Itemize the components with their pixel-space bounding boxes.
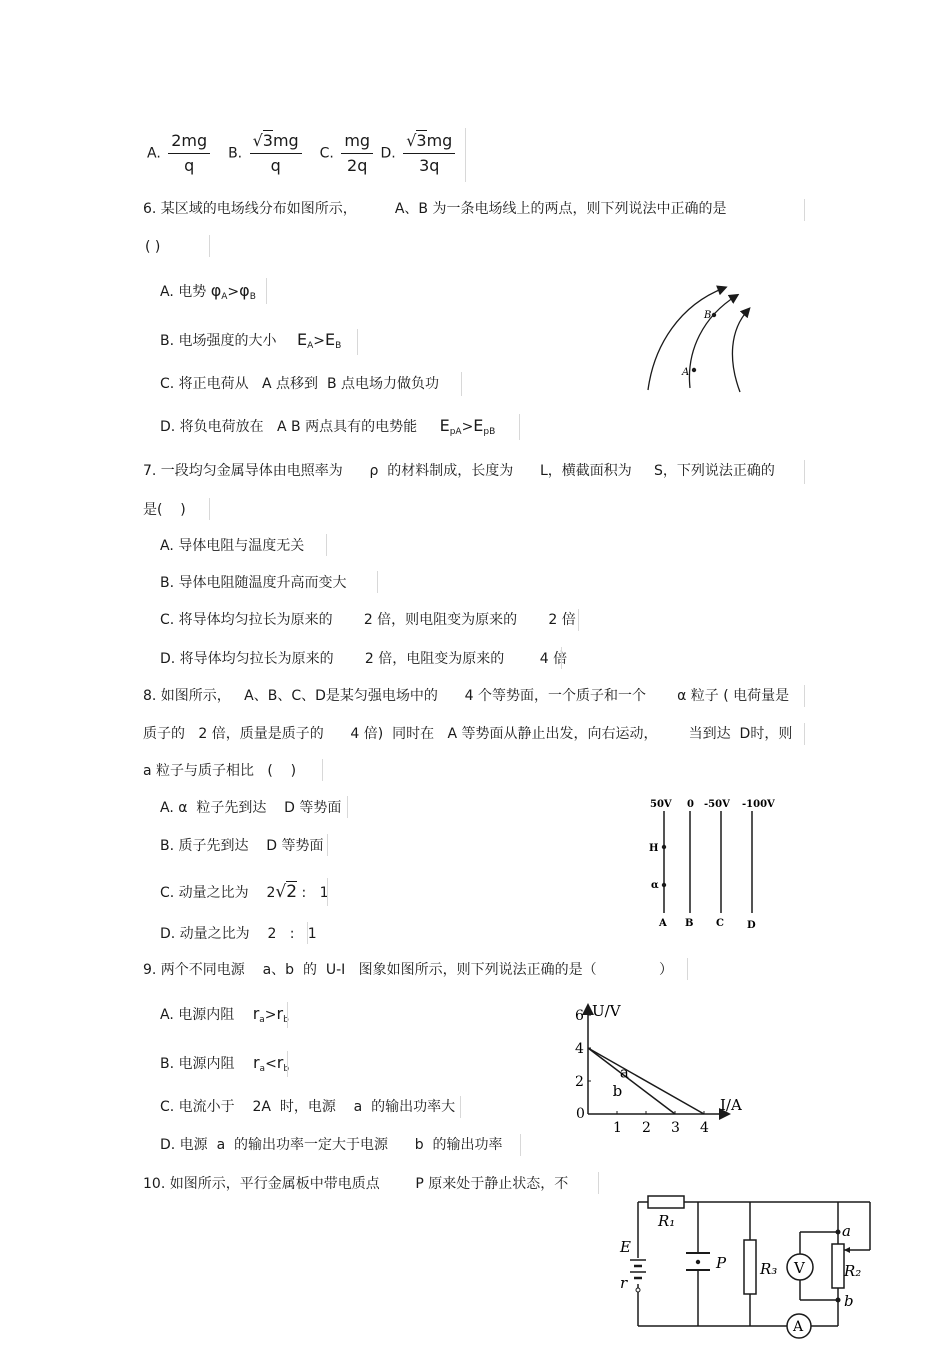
divider [465,128,466,182]
q8-option-b: B. 质子先到达 D 等势面 [160,838,324,854]
divider [460,1096,461,1118]
q6-stem [143,199,726,219]
potential-c-label: -50V [704,799,730,810]
q7-option-d: D. 将导体均匀拉长为原来的 2 倍，电阻变为原来的 4 倍 [160,651,568,667]
q6-stem-continued: ( ) [145,239,161,255]
y-tick-label: 6 [575,1008,584,1024]
q6-option-a-text: A. 电势 [160,284,207,300]
q7-stem-line2: 是( ) [143,502,186,518]
q5-option-b-numerator-rest: mg [272,131,299,150]
q6-option-d-e1: E [439,416,450,435]
q5-option-c-fraction [341,131,373,176]
q8-option-c [160,882,329,903]
x-tick-label: 3 [671,1120,680,1136]
q8-equipotential-figure [640,793,785,938]
divider [287,1051,288,1077]
q9-option-c: C. 电流小于 2A 时，电源 a 的输出功率大 [160,1099,456,1115]
resistor-r3-label: R₃ [760,1260,778,1278]
q6-option-d-sub1: pA [449,427,462,437]
resistor-r2 [832,1244,844,1288]
q5-option-c-label: C. [319,145,334,162]
x-tick-label: 1 [613,1120,622,1136]
plane-a-label: A [659,918,667,929]
q9-option-a [160,1004,289,1030]
divider [520,1134,521,1156]
q5-option-a-denominator: q [184,156,195,175]
q5-option-b-label: B. [228,145,243,162]
q8-stem-line2: 质子的 2 倍，质量是质子的 4 倍) 同时在 A 等势面从静止出发，向右运动， 当到达 D时，则 [143,726,793,742]
x-tick-label: 4 [700,1120,709,1136]
divider [327,834,328,856]
y-axis-label: U/V [592,1002,621,1020]
plane-b-label: B [685,918,694,929]
q6-option-d-sub2: pB [483,427,496,437]
divider [598,1172,599,1194]
q9-option-b-sub2: b [283,1064,290,1074]
resistor-r3 [744,1240,756,1294]
q5-option-d-numerator-rest: mg [426,131,453,150]
q6-option-a-sub1: A [221,292,228,302]
q6-option-d-text: D. 将负电荷放在 A B 两点具有的电势能 [160,419,418,435]
divider [804,199,805,221]
ammeter-label: A [793,1319,804,1335]
q6-option-b [160,330,341,356]
q9-option-b-r1: r [252,1053,260,1072]
q6-option-a-phi2: φ [239,281,250,300]
particle-h-label: H [649,843,659,854]
point-b-dot [712,313,716,317]
divider [804,460,805,484]
q5-option-d-fraction [403,131,455,176]
q6-option-b-e1: E [296,330,308,349]
potential-b-label: 0 [687,799,694,810]
q9-option-a-r2: r [276,1004,284,1023]
q10-stem: 10. 如图所示，平行金属板中带电质点 P 原来处于静止状态，不 [143,1176,569,1192]
q6-option-c: C. 将正电荷从 A 点移到 B 点电场力做负功 [160,376,440,392]
terminal-dot [636,1288,640,1292]
node-b-dot [836,1298,841,1303]
divider [347,796,348,818]
q9-option-a-sub2: b [283,1015,289,1025]
q10-circuit-figure [612,1188,890,1340]
q7-option-c: C. 将导体均匀拉长为原来的 2 倍，则电阻变为原来的 2 倍 [160,612,576,628]
q9-option-b-r2: r [276,1053,284,1072]
divider [578,609,579,631]
q8-option-c-text: C. 动量之比为 2 [160,885,276,901]
q8-option-a: A. α 粒子先到达 D 等势面 [160,800,342,816]
q6-option-d-relation: > [461,419,474,435]
x-axis-label: I/A [720,1096,742,1114]
q6-option-b-sub1: A [307,341,314,351]
point-b-label: B [704,310,712,321]
particle-alpha-label: α [651,880,659,891]
q5-option-c-numerator: mg [341,131,373,154]
divider [322,759,323,781]
q6-option-d-e2: E [473,416,484,435]
series-a-label: a [619,1063,629,1082]
node-a-dot [836,1230,841,1235]
node-b-label: b [844,1292,854,1310]
q6-option-b-e2: E [324,330,336,349]
q5-option-b-denominator: q [270,156,281,175]
q6-stem-part1: 6. 某区域的电场线分布如图所示， [143,201,357,217]
q8-option-d: D. 动量之比为 2 : 1 [160,926,317,942]
q5-option-d-label: D. [380,145,396,162]
field-line-2 [689,296,736,388]
sqrt-icon: √ [252,131,263,150]
q9-option-b-relation: < [265,1056,277,1072]
series-a-line [588,1048,675,1114]
q5-option-b-numerator [250,131,302,154]
q6-option-a-relation: > [227,284,240,300]
x-tick-label: 2 [642,1120,651,1136]
q8-option-c-rest: : 1 [297,885,329,901]
particle-alpha-dot [662,883,666,887]
divider [687,958,688,980]
sqrt-icon: √ [275,882,287,902]
slider-arrow-icon [844,1247,850,1253]
x-tick-label: 0 [576,1106,585,1122]
divider [804,685,805,707]
y-tick-label: 2 [575,1074,584,1090]
q8-option-c-sqrt [275,882,297,903]
q6-option-b-sub2: B [335,341,342,351]
q6-option-a-sub2: B [249,292,256,302]
plane-d-label: D [747,920,756,931]
q9-option-a-text: A. 电源内阻 [160,1007,235,1023]
node-a-label: a [842,1222,851,1240]
q7-stem-line1: 7. 一段均匀金属导体由电照率为 ρ 的材料制成，长度为 L，横截面积为 S，下列说法正确的 [143,463,775,479]
y-tick-label: 4 [575,1041,584,1057]
emf-label: E [620,1238,631,1256]
resistor-r1-label: R₁ [658,1212,676,1230]
q5-option-d-radicand: 3 [416,131,427,150]
divider [461,372,462,396]
q9-option-d: D. 电源 a 的输出功率一定大于电源 b 的输出功率 [160,1137,503,1153]
q9-option-a-r1: r [252,1004,260,1023]
point-a-dot [692,368,696,372]
q9-option-b-text: B. 电源内阻 [160,1056,235,1072]
q5-option-a-label: A. [147,145,161,162]
series-b-label: b [612,1081,623,1100]
q6-option-b-relation: > [313,333,325,349]
potential-d-label: -100V [742,799,775,810]
divider [266,278,267,304]
divider [561,647,562,669]
plane-c-label: C [716,918,724,929]
divider [327,878,328,906]
divider [209,235,210,257]
voltmeter-label: V [794,1259,805,1277]
q5-option-a-numerator: 2mg [168,131,210,154]
internal-resistance-label: r [620,1274,628,1292]
sqrt-icon: √ [406,131,417,150]
q9-stem: 9. 两个不同电源 a、b 的 U-I 图象如图所示，则下列说法正确的是（ ） [143,962,673,978]
q9-option-b-sub1: a [259,1064,266,1074]
q6-option-b-text: B. 电场强度的大小 [160,333,277,349]
particle-p-dot [696,1260,700,1264]
q5-option-b-fraction [250,131,302,176]
field-line-3 [732,310,748,392]
q8-stem-line3: a 粒子与质子相比 ( ) [143,763,297,779]
potential-a-label: 50V [650,799,672,810]
q6-option-d [160,416,495,442]
q9-ui-chart [568,998,758,1140]
q6-option-a-phi1: φ [210,281,222,300]
q8-stem-line1: 8. 如图所示， A、B、C、D是某匀强电场中的 4 个等势面，一个质子和一个 α 粒子 ( 电荷量是 [143,688,790,704]
divider [804,723,805,745]
q9-option-a-sub1: a [259,1015,265,1025]
resistor-r1 [648,1196,684,1208]
divider [377,571,378,593]
q5-option-b-radicand: 3 [262,131,273,150]
q6-stem-part2: A、B 为一条电场线上的两点，则下列说法中正确的是 [394,201,727,217]
q8-option-c-radicand: 2 [286,882,298,902]
divider [519,414,520,440]
resistor-r2-label: R₂ [844,1262,862,1280]
point-a-label: A [682,367,690,378]
q7-option-a: A. 导体电阻与温度无关 [160,538,305,554]
q5-option-d-denominator: 3q [419,156,440,175]
divider [326,534,327,556]
particle-h-dot [662,845,666,849]
q9-option-a-relation: > [264,1007,277,1023]
series-b-line [588,1048,704,1114]
q5-option-c-denominator: 2q [347,156,368,175]
divider [357,329,358,355]
q7-option-b: B. 导体电阻随温度升高而变大 [160,575,347,591]
q6-field-lines-figure [640,280,755,395]
q5-option-d-numerator [403,131,455,154]
q5-options [147,131,458,176]
q9-option-b [160,1053,289,1079]
divider [287,1002,288,1028]
divider [307,922,308,944]
q5-option-a-fraction [168,131,210,176]
q6-option-a [160,281,256,307]
particle-p-label: P [716,1254,727,1272]
divider [209,498,210,520]
